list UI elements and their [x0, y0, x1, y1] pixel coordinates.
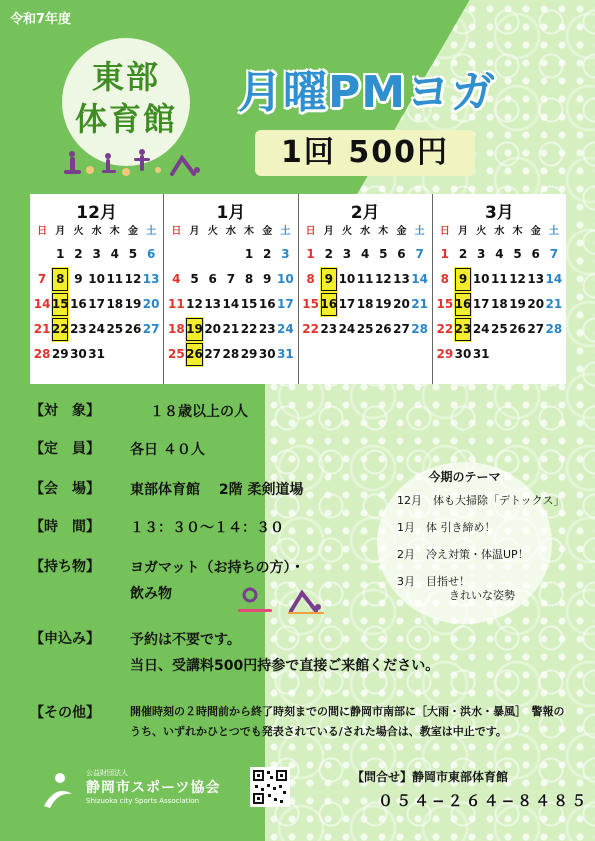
venue-name-line2: 体育館 — [74, 100, 177, 138]
theme-box — [377, 462, 565, 624]
capacity-label: 【定 員】 — [30, 441, 100, 457]
calendar-day: 1 — [244, 247, 254, 261]
calendar-month — [299, 194, 433, 384]
calendar-day: 27 — [393, 322, 410, 336]
org-name: 静岡市スポーツ協会 — [86, 780, 221, 796]
apply-label: 【申込み】 — [30, 631, 100, 647]
calendar-class-day: 16 — [454, 292, 472, 317]
calendar-day: 10 — [338, 272, 356, 286]
calendar-day: 4 — [360, 247, 370, 261]
calendar-day: 18 — [491, 297, 508, 311]
calendar-weekday: 木 — [512, 226, 523, 237]
calendar-day: 3 — [281, 247, 290, 261]
theme-row-march: 3月 目指せ！ — [397, 575, 470, 588]
place-value: 東部体育館 2階 柔剣道場 — [130, 482, 304, 498]
calendar-day: 25 — [356, 322, 374, 336]
calendar-day: 2 — [324, 247, 333, 261]
calendar-month-name: 12月 — [76, 203, 117, 223]
items-value-1: ヨガマット（お持ちの方）・ — [130, 560, 305, 576]
calendar-day: 14 — [222, 297, 240, 311]
page-title: 月曜PMヨガ — [238, 67, 497, 118]
calendar-weekday: 日 — [305, 226, 316, 237]
calendar-day: 5 — [379, 247, 388, 261]
calendar-day: 18 — [167, 322, 185, 336]
time-label: 【時 間】 — [30, 519, 100, 535]
calendar-day: 6 — [531, 247, 540, 261]
calendar-weekday: 月 — [458, 226, 468, 237]
calendar-day: 10 — [277, 272, 294, 286]
calendar-class-day: 8 — [51, 267, 69, 292]
calendar-day: 13 — [393, 272, 410, 286]
calendar-day: 8 — [306, 272, 315, 286]
calendar-day: 24 — [338, 322, 356, 336]
calendar-day: 31 — [472, 347, 490, 361]
calendar-day: 17 — [338, 297, 356, 311]
calendar-day: 29 — [436, 347, 454, 361]
calendar-day: 25 — [491, 322, 508, 336]
calendar-class-day: 15 — [51, 292, 69, 317]
calendar-day: 27 — [204, 347, 222, 361]
calendar-day: 30 — [454, 347, 472, 361]
calendar-day: 2 — [263, 247, 272, 261]
calendar-empty-cell — [33, 242, 51, 267]
calendar-weekday: 水 — [91, 226, 102, 237]
venue-name-line1: 東部 — [91, 58, 160, 96]
calendar-day: 29 — [51, 347, 69, 361]
calendar-day: 17 — [472, 297, 490, 311]
calendar-day: 1 — [56, 247, 65, 261]
calendar-class-day: 19 — [185, 317, 203, 342]
calendar-day: 14 — [33, 297, 51, 311]
calendar-weekday: 土 — [414, 226, 425, 237]
calendar-day: 24 — [88, 322, 105, 336]
calendar-weekday: 火 — [341, 226, 352, 237]
calendar-day: 27 — [527, 322, 545, 336]
calendar-day: 15 — [302, 297, 319, 311]
calendar-day: 3 — [342, 247, 352, 261]
org-name-english: Shizuoka city Sports Association — [86, 797, 200, 805]
calendar-day: 22 — [240, 322, 258, 336]
calendar-day: 19 — [124, 297, 142, 311]
apply-value-2: 当日、受講料500円持参で直接ご来館ください。 — [130, 658, 440, 674]
calendar-day: 22 — [302, 322, 319, 336]
calendar-month-name: 1月 — [216, 203, 246, 223]
price-label: 1回 500円 — [255, 130, 475, 176]
association-logo-icon — [36, 770, 80, 814]
yoga-poses-illustration — [236, 585, 331, 615]
calendar-day: 6 — [208, 272, 217, 286]
calendar-weekday: 火 — [476, 226, 487, 237]
calendar-weekday: 月 — [323, 226, 334, 237]
calendar-weekday: 日 — [37, 226, 48, 237]
calendar-empty-cell — [204, 242, 222, 267]
calendar-day: 24 — [472, 322, 490, 336]
calendar-day: 12 — [509, 272, 526, 286]
theme-row-march-2: きれいな姿勢 — [449, 589, 515, 602]
calendar-day: 7 — [37, 272, 47, 286]
calendar-day: 11 — [491, 272, 508, 286]
calendar-day: 28 — [545, 322, 563, 336]
calendar-month — [30, 194, 164, 384]
calendar-day: 2 — [74, 247, 83, 261]
calendar-day: 14 — [545, 272, 563, 286]
calendar-day: 9 — [263, 272, 272, 286]
calendar-weekday: 水 — [360, 226, 371, 237]
calendar-day: 29 — [240, 347, 258, 361]
theme-heading: 今期のテーマ — [428, 470, 501, 484]
calendar-weekday: 木 — [378, 226, 389, 237]
calendar-empty-cell — [222, 242, 240, 267]
calendar-day: 9 — [74, 272, 83, 286]
calendar-day: 7 — [415, 247, 424, 261]
calendar-day: 11 — [356, 272, 374, 286]
calendar-month-name: 3月 — [484, 203, 514, 223]
calendar-day: 6 — [397, 247, 406, 261]
calendar-weekday: 金 — [262, 226, 273, 237]
calendar-class-day: 9 — [320, 267, 338, 292]
calendar-day: 13 — [142, 272, 160, 286]
calendar-day: 25 — [106, 322, 124, 336]
calendar-day: 16 — [258, 297, 276, 311]
calendar-day: 19 — [509, 297, 526, 311]
calendar-day: 20 — [393, 297, 410, 311]
calendar-month — [164, 194, 298, 384]
calendar-day: 21 — [545, 297, 563, 311]
calendar-empty-cell — [185, 242, 203, 267]
calendar-day: 25 — [167, 347, 185, 361]
target-value: １８歳以上の人 — [150, 404, 248, 420]
calendar-day: 31 — [88, 347, 105, 361]
calendar-day: 7 — [549, 247, 559, 261]
calendar-day: 2 — [458, 247, 468, 261]
calendar-weekday: 土 — [548, 226, 559, 237]
calendar-day: 1 — [306, 247, 315, 261]
calendar-day: 23 — [258, 322, 276, 336]
calendar-class-day: 16 — [320, 292, 338, 317]
theme-row-february: 2月 冷え対策・体温UP！ — [397, 548, 529, 561]
calendar-day: 17 — [88, 297, 105, 311]
calendar-day: 24 — [277, 322, 294, 336]
calendar-weekday: 火 — [73, 226, 84, 237]
calendar-day: 28 — [411, 322, 428, 336]
calendar-day: 23 — [320, 322, 338, 336]
calendar-day: 18 — [106, 297, 124, 311]
calendar-day: 21 — [411, 297, 428, 311]
calendar-day: 19 — [374, 297, 392, 311]
calendar-empty-cell — [167, 242, 185, 267]
items-value-2: 飲み物 — [130, 586, 172, 602]
contact-label: 【問合せ】静岡市東部体育館 — [352, 770, 509, 784]
calendar-day: 30 — [70, 347, 87, 361]
calendar-day: 3 — [477, 247, 486, 261]
calendar-day: 7 — [226, 272, 236, 286]
calendar-day: 8 — [440, 272, 450, 286]
apply-value-1: 予約は不要です。 — [130, 632, 241, 648]
calendar-day: 10 — [88, 272, 105, 286]
fiscal-year: 令和7年度 — [10, 12, 72, 27]
calendar-class-day: 26 — [185, 342, 203, 367]
calendar-day: 22 — [436, 322, 454, 336]
calendar-day: 26 — [124, 322, 142, 336]
yoga-figures-illustration — [62, 148, 212, 180]
calendar-weekday: 木 — [244, 226, 255, 237]
calendar-weekday: 金 — [396, 226, 407, 237]
calendar-day: 20 — [204, 322, 222, 336]
contact-phone: ０５４−２６４−８４８５ — [378, 792, 590, 810]
calendar-day: 17 — [277, 297, 294, 311]
calendar-weekday: 月 — [189, 226, 200, 237]
calendar-day: 11 — [167, 297, 185, 311]
calendar-weekday: 水 — [225, 226, 236, 237]
calendar-day: 26 — [509, 322, 526, 336]
calendar-weekday: 金 — [127, 226, 138, 237]
calendar-weekday: 土 — [146, 226, 157, 237]
calendar-day: 18 — [356, 297, 374, 311]
calendar-day: 26 — [374, 322, 392, 336]
calendar-month — [433, 194, 566, 384]
calendar-day: 13 — [204, 297, 222, 311]
target-label: 【対 象】 — [30, 403, 100, 419]
calendar-day: 11 — [106, 272, 124, 286]
calendar-weekday: 金 — [530, 226, 541, 237]
calendar-day: 1 — [440, 247, 450, 261]
calendar-day: 31 — [277, 347, 294, 361]
calendar-weekday: 水 — [494, 226, 505, 237]
calendar-day: 10 — [472, 272, 490, 286]
calendar-class-day: 9 — [454, 267, 472, 292]
time-value: １３：３０〜１４：３０ — [130, 520, 284, 536]
venue-badge — [62, 38, 190, 166]
calendar — [30, 194, 566, 384]
calendar-day: 13 — [527, 272, 545, 286]
calendar-day: 30 — [258, 347, 276, 361]
calendar-day: 3 — [92, 247, 101, 261]
calendar-day: 4 — [495, 247, 504, 261]
other-label: 【その他】 — [30, 705, 100, 721]
calendar-weekday: 火 — [207, 226, 218, 237]
other-value: 開催時刻の２時間前から終了時刻までの間に静岡市南部に［大雨・洪水・暴風］ 警報のうち、いずれかひとつでも発表されている/された場合は、教室は中止です。 — [130, 705, 565, 738]
qr-code[interactable] — [250, 767, 290, 807]
calendar-day: 27 — [142, 322, 160, 336]
calendar-day: 16 — [70, 297, 87, 311]
calendar-weekday: 日 — [171, 226, 182, 237]
calendar-day: 6 — [146, 247, 156, 261]
calendar-day: 5 — [128, 247, 138, 261]
calendar-weekday: 月 — [55, 226, 66, 237]
capacity-value: 各日 ４０人 — [130, 442, 205, 458]
calendar-day: 20 — [142, 297, 160, 311]
calendar-month-name: 2月 — [350, 203, 380, 223]
calendar-day: 15 — [240, 297, 258, 311]
calendar-class-day: 22 — [51, 317, 69, 342]
calendar-day: 5 — [513, 247, 522, 261]
place-label: 【会 場】 — [30, 481, 100, 497]
calendar-day: 4 — [172, 272, 181, 286]
organization — [36, 768, 236, 812]
calendar-day: 21 — [33, 322, 51, 336]
calendar-day: 28 — [222, 347, 240, 361]
calendar-day: 21 — [222, 322, 240, 336]
items-label: 【持ち物】 — [30, 559, 100, 575]
calendar-day: 12 — [186, 297, 203, 311]
calendar-day: 28 — [33, 347, 51, 361]
theme-row-december: 12月 体も大掃除「デトックス」 — [397, 494, 565, 507]
org-type: 公益財団法人 — [86, 769, 128, 777]
calendar-class-day: 23 — [454, 317, 472, 342]
calendar-day: 14 — [411, 272, 428, 286]
calendar-day: 4 — [110, 247, 119, 261]
calendar-day: 8 — [244, 272, 254, 286]
calendar-weekday: 土 — [280, 226, 291, 237]
calendar-day: 12 — [124, 272, 142, 286]
calendar-day: 12 — [374, 272, 392, 286]
calendar-day: 5 — [190, 272, 199, 286]
calendar-weekday: 日 — [439, 226, 450, 237]
calendar-weekday: 木 — [109, 226, 120, 237]
calendar-day: 15 — [436, 297, 454, 311]
calendar-day: 23 — [70, 322, 87, 336]
calendar-day: 20 — [527, 297, 545, 311]
theme-row-january: 1月 体 引き締め！ — [397, 521, 496, 534]
